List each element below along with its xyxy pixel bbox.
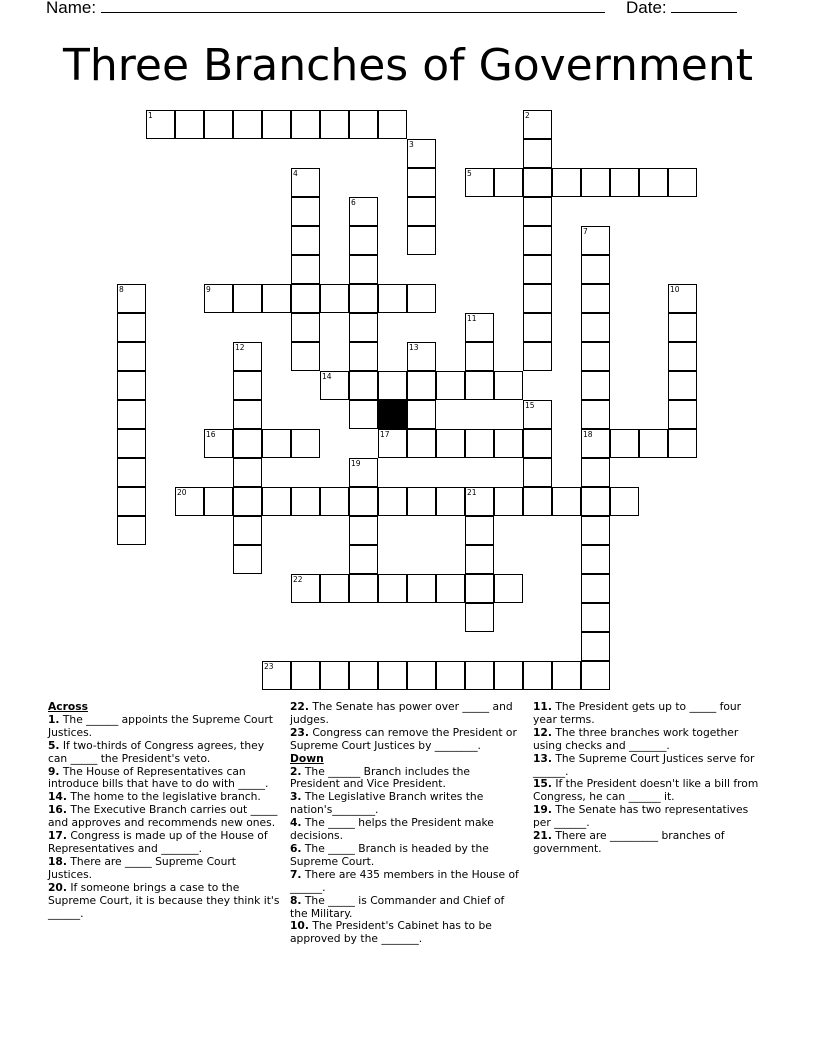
clue-number: 23: [264, 662, 274, 671]
clue-number: 14: [322, 372, 332, 381]
grid-cell[interactable]: [581, 284, 610, 313]
clue-number-label: 8.: [290, 893, 302, 907]
grid-cell[interactable]: [378, 574, 407, 603]
grid-cell[interactable]: [320, 487, 349, 516]
grid-cell[interactable]: [378, 371, 407, 400]
grid-cell[interactable]: [610, 168, 639, 197]
grid-cell[interactable]: [523, 400, 552, 429]
grid-cell[interactable]: [465, 487, 494, 516]
grid-cell[interactable]: [117, 516, 146, 545]
clue-number-label: 2.: [290, 764, 302, 778]
clue-item: [290, 869, 522, 895]
grid-cell[interactable]: [349, 313, 378, 342]
clue-text: If the President doesn't like a bill from Congress, he can ______ it.: [533, 777, 759, 804]
grid-cell[interactable]: [349, 342, 378, 371]
clue-number-label: 20.: [48, 880, 67, 894]
clue-number-label: 15.: [533, 777, 552, 791]
grid-cell[interactable]: [552, 487, 581, 516]
grid-cell[interactable]: [117, 487, 146, 516]
clue-column-2: [290, 701, 522, 946]
grid-cell[interactable]: [494, 429, 523, 458]
grid-cell[interactable]: [610, 487, 639, 516]
clue-number: 15: [525, 401, 535, 410]
grid-cell[interactable]: [349, 400, 378, 429]
grid-cell[interactable]: [465, 313, 494, 342]
clue-text: The Legislative Branch writes the nation's________.: [290, 790, 484, 817]
grid-cell[interactable]: [378, 284, 407, 313]
grid-cell[interactable]: [436, 661, 465, 690]
clue-item: [48, 714, 283, 740]
grid-cell[interactable]: [407, 400, 436, 429]
clue-item: [533, 830, 765, 856]
clue-number-label: 1.: [48, 712, 60, 726]
grid-cell[interactable]: [291, 661, 320, 690]
grid-cell[interactable]: [407, 574, 436, 603]
grid-cell[interactable]: [262, 661, 291, 690]
grid-cell[interactable]: [291, 284, 320, 313]
grid-cell[interactable]: [523, 429, 552, 458]
grid-cell[interactable]: [117, 342, 146, 371]
grid-cell[interactable]: [349, 110, 378, 139]
grid-cell[interactable]: [349, 545, 378, 574]
grid-cell[interactable]: [407, 342, 436, 371]
grid-cell[interactable]: [436, 487, 465, 516]
clue-number: 9: [206, 285, 211, 294]
grid-cell[interactable]: [349, 255, 378, 284]
grid-cell[interactable]: [349, 226, 378, 255]
grid-cell[interactable]: [581, 226, 610, 255]
grid-cell[interactable]: [349, 574, 378, 603]
grid-cell[interactable]: [465, 429, 494, 458]
grid-cell[interactable]: [523, 487, 552, 516]
grid-cell[interactable]: [610, 429, 639, 458]
clue-number-label: 19.: [533, 803, 552, 817]
grid-cell[interactable]: [523, 342, 552, 371]
clue-text: There are 435 members in the House of ______.: [290, 867, 519, 894]
grid-cell[interactable]: [117, 429, 146, 458]
grid-cell[interactable]: [581, 574, 610, 603]
grid-cell[interactable]: [552, 661, 581, 690]
grid-cell[interactable]: [291, 574, 320, 603]
clue-text: The President gets up to _____ four year terms.: [533, 700, 742, 726]
clue-number-label: 23.: [290, 725, 309, 739]
clue-number: 22: [293, 575, 303, 584]
grid-cell[interactable]: [407, 284, 436, 313]
clue-text: The _____ is Commander and Chief of the Military.: [290, 893, 505, 920]
grid-cell[interactable]: [291, 197, 320, 226]
grid-cell[interactable]: [262, 429, 291, 458]
across-heading: Across: [48, 700, 88, 713]
grid-cell[interactable]: [320, 661, 349, 690]
grid-cell[interactable]: [523, 168, 552, 197]
grid-cell[interactable]: [117, 458, 146, 487]
grid-cell[interactable]: [349, 487, 378, 516]
clue-item: [48, 856, 283, 882]
clue-item: [48, 804, 283, 830]
grid-cell[interactable]: [349, 458, 378, 487]
clue-number: 11: [467, 314, 477, 323]
clue-text: The President's Cabinet has to be approved by the _______.: [290, 919, 492, 946]
clue-item: [290, 791, 522, 817]
grid-cell[interactable]: [523, 284, 552, 313]
grid-cell[interactable]: [407, 139, 436, 168]
grid-cell[interactable]: [668, 284, 697, 313]
clue-number: 18: [583, 430, 593, 439]
grid-cell[interactable]: [465, 574, 494, 603]
date-label: Date:: [626, 0, 667, 17]
grid-cell[interactable]: [494, 487, 523, 516]
grid-cell[interactable]: [407, 371, 436, 400]
grid-cell[interactable]: [465, 342, 494, 371]
grid-cell[interactable]: [436, 574, 465, 603]
grid-cell[interactable]: [581, 168, 610, 197]
grid-cell[interactable]: [523, 458, 552, 487]
grid-cell[interactable]: [668, 371, 697, 400]
black-cell: [378, 400, 407, 429]
page-title: Three Branches of Government: [63, 40, 753, 91]
grid-cell[interactable]: [668, 400, 697, 429]
clue-text: The Senate has power over _____ and judges.: [290, 700, 513, 726]
clue-text: The Supreme Court Justices serve for ______.: [533, 751, 755, 778]
grid-cell[interactable]: [407, 429, 436, 458]
grid-cell[interactable]: [639, 168, 668, 197]
clue-text: If someone brings a case to the Supreme Court, it is because they think it's ______.: [48, 880, 280, 920]
grid-cell[interactable]: [639, 429, 668, 458]
grid-cell[interactable]: [291, 226, 320, 255]
clue-item: [533, 804, 765, 830]
grid-cell[interactable]: [581, 342, 610, 371]
grid-cell[interactable]: [320, 371, 349, 400]
grid-cell[interactable]: [291, 110, 320, 139]
clue-item: [290, 817, 522, 843]
down-heading: Down: [290, 751, 324, 765]
grid-cell[interactable]: [291, 429, 320, 458]
name-label: Name:: [46, 0, 97, 17]
grid-cell[interactable]: [523, 226, 552, 255]
clue-number-label: 9.: [48, 764, 60, 778]
grid-cell[interactable]: [494, 574, 523, 603]
clue-text: The _____ Branch is headed by the Supreme Court.: [290, 841, 489, 868]
grid-cell[interactable]: [291, 255, 320, 284]
grid-cell[interactable]: [465, 371, 494, 400]
clue-number: 3: [409, 140, 414, 149]
clue-text: The ______ appoints the Supreme Court Justices.: [48, 712, 273, 739]
grid-cell[interactable]: [378, 110, 407, 139]
clue-number-label: 12.: [533, 725, 552, 739]
clue-item: [290, 895, 522, 921]
grid-cell[interactable]: [204, 110, 233, 139]
grid-cell[interactable]: [291, 168, 320, 197]
grid-cell[interactable]: [407, 197, 436, 226]
clue-number: 6: [351, 198, 356, 207]
clue-number: 12: [235, 343, 245, 352]
clue-number: 7: [583, 227, 588, 236]
clue-text: The Senate has two representatives per ______.: [533, 803, 749, 830]
clue-number-label: 13.: [533, 751, 552, 765]
clue-number-label: 7.: [290, 867, 302, 881]
clue-text: There are _________ branches of government.: [533, 829, 725, 855]
clue-item: [290, 766, 522, 792]
clue-number-label: 16.: [48, 803, 67, 817]
grid-cell[interactable]: [378, 487, 407, 516]
grid-cell[interactable]: [523, 255, 552, 284]
clue-number-label: 4.: [290, 816, 302, 830]
grid-cell[interactable]: [262, 110, 291, 139]
grid-cell[interactable]: [465, 603, 494, 632]
grid-cell[interactable]: [378, 429, 407, 458]
clue-number-label: 11.: [533, 700, 552, 713]
grid-cell[interactable]: [436, 429, 465, 458]
grid-cell[interactable]: [349, 661, 378, 690]
clue-text: The three branches work together using checks and _______.: [533, 725, 739, 752]
grid-cell[interactable]: [233, 429, 262, 458]
grid-cell[interactable]: [233, 110, 262, 139]
grid-cell[interactable]: [523, 139, 552, 168]
grid-cell[interactable]: [291, 487, 320, 516]
grid-cell[interactable]: [552, 168, 581, 197]
clue-item: [48, 882, 283, 921]
grid-cell[interactable]: [320, 110, 349, 139]
grid-cell[interactable]: [117, 284, 146, 313]
grid-cell[interactable]: [581, 516, 610, 545]
grid-cell[interactable]: [233, 284, 262, 313]
grid-cell[interactable]: [407, 226, 436, 255]
clue-item: [290, 920, 522, 946]
clue-number: 13: [409, 343, 419, 352]
grid-cell[interactable]: [581, 603, 610, 632]
grid-cell[interactable]: [465, 516, 494, 545]
grid-cell[interactable]: [581, 545, 610, 574]
clue-number: 1: [148, 111, 153, 120]
clue-number-label: 18.: [48, 854, 67, 868]
grid-cell[interactable]: [581, 429, 610, 458]
clue-number-label: 3.: [290, 790, 302, 804]
grid-cell[interactable]: [349, 197, 378, 226]
grid-cell[interactable]: [349, 516, 378, 545]
clue-text: The House of Representatives can introduce bills that have to do with _____.: [48, 764, 269, 791]
grid-cell[interactable]: [668, 168, 697, 197]
clue-item: [533, 778, 765, 804]
clue-number-label: 14.: [48, 790, 67, 804]
grid-cell[interactable]: [233, 371, 262, 400]
clue-column-3: [533, 701, 765, 856]
grid-cell[interactable]: [349, 284, 378, 313]
clue-number: 16: [206, 430, 216, 439]
grid-cell[interactable]: [233, 458, 262, 487]
grid-cell[interactable]: [117, 371, 146, 400]
clue-number: 4: [293, 169, 298, 178]
clue-number: 21: [467, 488, 477, 497]
grid-cell[interactable]: [581, 400, 610, 429]
clue-item: [533, 701, 765, 727]
grid-cell[interactable]: [117, 313, 146, 342]
clue-item: [48, 740, 283, 766]
clue-text: There are _____ Supreme Court Justices.: [48, 854, 236, 881]
grid-cell[interactable]: [262, 284, 291, 313]
grid-cell[interactable]: [233, 545, 262, 574]
grid-cell[interactable]: [320, 284, 349, 313]
clue-text: Congress is made up of the House of Representatives and _______.: [48, 829, 268, 855]
grid-cell[interactable]: [291, 313, 320, 342]
grid-cell[interactable]: [581, 487, 610, 516]
grid-cell[interactable]: [204, 429, 233, 458]
grid-cell[interactable]: [668, 429, 697, 458]
clue-item: [48, 830, 283, 856]
clue-number: 17: [380, 430, 390, 439]
clue-number-label: 10.: [290, 919, 309, 933]
clue-number-label: 6.: [290, 841, 302, 855]
grid-cell[interactable]: [349, 371, 378, 400]
clue-text: Congress can remove the President or Supreme Court Justices by ________.: [290, 725, 517, 752]
grid-cell[interactable]: [291, 342, 320, 371]
grid-cell[interactable]: [407, 168, 436, 197]
clue-number-label: 5.: [48, 738, 60, 752]
grid-cell[interactable]: [378, 661, 407, 690]
grid-cell[interactable]: [581, 661, 610, 690]
grid-cell[interactable]: [233, 400, 262, 429]
grid-cell[interactable]: [175, 487, 204, 516]
grid-cell[interactable]: [204, 487, 233, 516]
clue-number: 20: [177, 488, 187, 497]
grid-cell[interactable]: [465, 168, 494, 197]
grid-cell[interactable]: [494, 371, 523, 400]
grid-cell[interactable]: [233, 487, 262, 516]
clue-item: [533, 753, 765, 779]
grid-cell[interactable]: [581, 458, 610, 487]
clue-column-1: [48, 701, 283, 920]
clue-text: If two-thirds of Congress agrees, they can _____ the President's veto.: [48, 738, 265, 765]
grid-cell[interactable]: [523, 313, 552, 342]
clue-number: 2: [525, 111, 530, 120]
clue-number: 5: [467, 169, 472, 178]
clue-item: [533, 727, 765, 753]
clue-text: The home to the legislative branch.: [66, 790, 261, 804]
grid-cell[interactable]: [523, 661, 552, 690]
grid-cell[interactable]: [494, 168, 523, 197]
clue-text: The ______ Branch includes the President and Vice President.: [290, 764, 470, 791]
grid-cell[interactable]: [233, 342, 262, 371]
grid-cell[interactable]: [581, 255, 610, 284]
grid-cell[interactable]: [523, 197, 552, 226]
grid-cell[interactable]: [407, 487, 436, 516]
grid-cell[interactable]: [494, 661, 523, 690]
clue-number: 8: [119, 285, 124, 294]
grid-cell[interactable]: [146, 110, 175, 139]
clue-text: The _____ helps the President make decisions.: [290, 816, 494, 843]
clue-text: The Executive Branch carries out _____ and approves and recommends new ones.: [48, 803, 278, 830]
clue-item: [48, 766, 283, 792]
grid-cell[interactable]: [465, 545, 494, 574]
clue-number-label: 17.: [48, 829, 67, 843]
grid-cell[interactable]: [523, 110, 552, 139]
grid-cell[interactable]: [233, 516, 262, 545]
grid-cell[interactable]: [407, 661, 436, 690]
clue-number: 19: [351, 459, 361, 468]
grid-cell[interactable]: [117, 400, 146, 429]
grid-cell[interactable]: [320, 574, 349, 603]
clue-number-label: 22.: [290, 700, 309, 713]
grid-cell[interactable]: [668, 342, 697, 371]
grid-cell[interactable]: [668, 313, 697, 342]
grid-cell[interactable]: [262, 487, 291, 516]
grid-cell[interactable]: [581, 371, 610, 400]
clue-number-label: 21.: [533, 829, 552, 843]
clue-number: 10: [670, 285, 680, 294]
grid-cell[interactable]: [465, 661, 494, 690]
grid-cell[interactable]: [581, 313, 610, 342]
grid-cell[interactable]: [436, 371, 465, 400]
grid-cell[interactable]: [204, 284, 233, 313]
clue-item: [290, 843, 522, 869]
grid-cell[interactable]: [581, 632, 610, 661]
clue-item: [290, 727, 522, 753]
grid-cell[interactable]: [175, 110, 204, 139]
clue-item: [290, 701, 522, 727]
